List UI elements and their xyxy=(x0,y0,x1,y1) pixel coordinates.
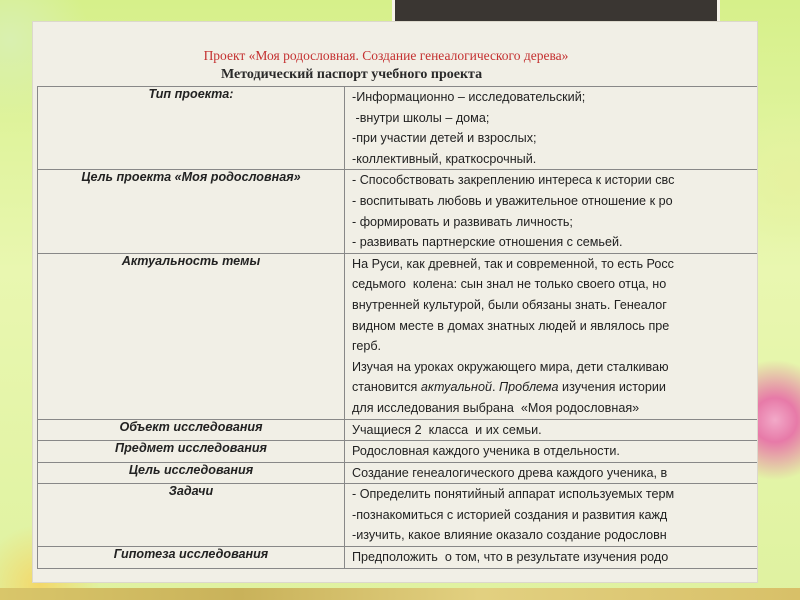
row-label: Задачи xyxy=(38,484,345,547)
content-line: - Определить понятийный аппарат используемых терм xyxy=(352,487,675,502)
row-label: Цель исследования xyxy=(38,462,345,484)
content-line: Создание генеалогического древа каждого ученика, в xyxy=(352,465,668,480)
italic-term: Проблема xyxy=(499,380,559,395)
content-line: -изучить, какое влияние оказало создание родословн xyxy=(352,528,667,543)
project-passport-table xyxy=(37,86,757,569)
content-line: Учащиеся 2 класса и их семьи. xyxy=(352,422,542,437)
content-line: -коллективный, краткосрочный. xyxy=(352,151,537,166)
table-row xyxy=(38,462,758,484)
passport-subtitle: Методический паспорт учебного проекта xyxy=(221,67,483,82)
line-text: становится xyxy=(352,380,421,395)
row-label: Объект исследования xyxy=(38,419,345,441)
row-content xyxy=(345,253,758,419)
content-line: -познакомиться с историей создания и развития кажд xyxy=(352,507,668,522)
bottom-decor-strip xyxy=(0,588,800,600)
content-line: внутренней культурой, были обязаны знать. Генеалог xyxy=(352,297,667,312)
table-row xyxy=(38,484,758,547)
table-row xyxy=(38,170,758,253)
content-line: - развивать партнерские отношения с семьей. xyxy=(352,235,623,250)
content-line: видном месте в домах знатных людей и являлось пре xyxy=(352,318,670,333)
table-row xyxy=(38,87,758,170)
document-page xyxy=(33,22,757,582)
row-content xyxy=(345,170,758,253)
content-line: -при участии детей и взрослых; xyxy=(352,131,537,146)
row-content xyxy=(345,547,758,569)
table-row xyxy=(38,419,758,441)
row-label: Актуальность темы xyxy=(38,253,345,419)
row-label: Цель проекта «Моя родословная» xyxy=(38,170,345,253)
content-line: Изучая на уроках окружающего мира, дети сталкиваю xyxy=(352,359,669,374)
row-content xyxy=(345,484,758,547)
content-line xyxy=(352,377,757,398)
italic-term: актуальной xyxy=(420,380,492,395)
row-content xyxy=(345,419,758,441)
content-line: герб. xyxy=(352,339,382,354)
content-line: седьмого колена: сын знал не только своего отца, но xyxy=(352,277,667,292)
content-line: -Информационно – исследовательский; xyxy=(352,90,586,104)
row-content xyxy=(345,87,758,170)
content-line: - Способствовать закреплению интереса к истории свс xyxy=(352,173,675,188)
line-text: изучения истории xyxy=(558,380,666,395)
content-line: Родословная каждого ученика в отдельности. xyxy=(352,444,620,459)
row-label: Предмет исследования xyxy=(38,441,345,463)
row-label: Тип проекта: xyxy=(38,87,345,170)
content-line: Предположить о том, что в результате изучения родо xyxy=(352,550,669,565)
table-row xyxy=(38,441,758,463)
content-line: - формировать и развивать личность; xyxy=(352,214,573,229)
content-line: -внутри школы – дома; xyxy=(352,110,490,125)
content-line: На Руси, как древней, так и современной, то есть Росс xyxy=(352,256,674,271)
project-title: Проект «Моя родословная. Создание генеалогического дерева» xyxy=(203,48,569,63)
content-line: - воспитывать любовь и уважительное отношение к ро xyxy=(352,193,673,208)
row-content xyxy=(345,462,758,484)
table-row xyxy=(38,547,758,569)
table-row xyxy=(38,253,758,419)
row-content xyxy=(345,441,758,463)
row-label: Гипотеза исследования xyxy=(38,547,345,569)
line-text: . xyxy=(492,380,499,395)
content-line: для исследования выбрана «Моя родословная» xyxy=(352,400,640,415)
